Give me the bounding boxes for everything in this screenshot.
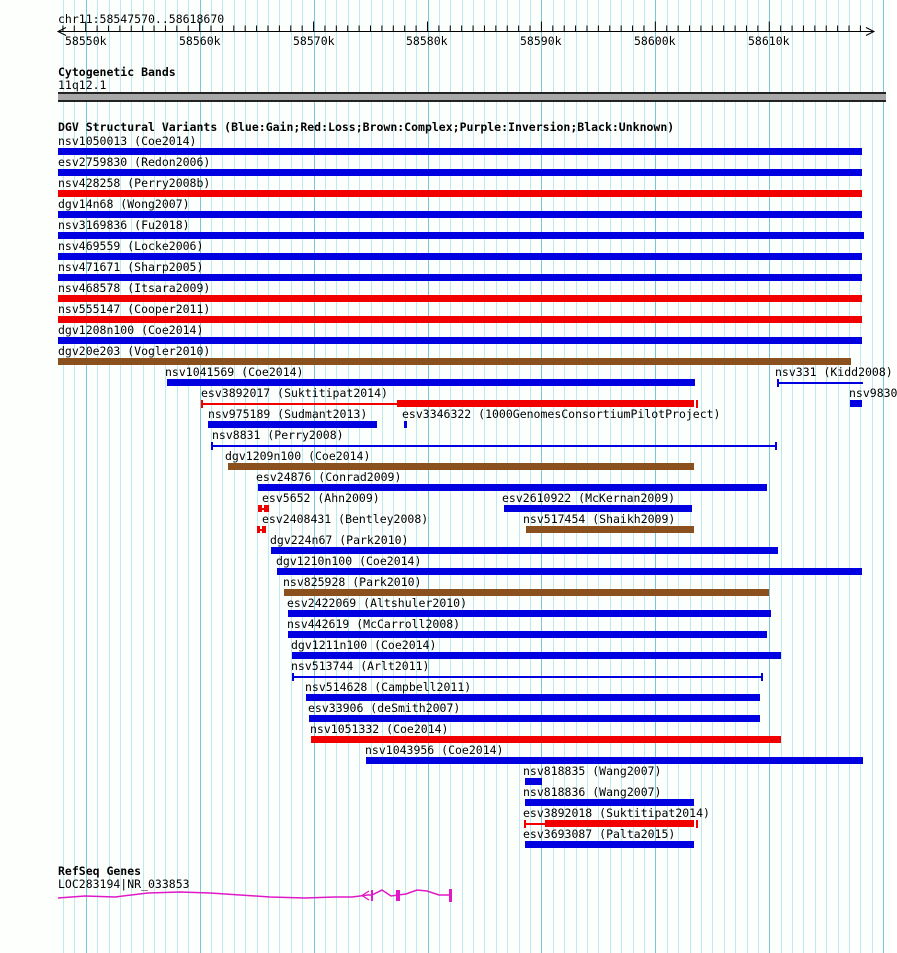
variant-end-bracket xyxy=(777,379,779,387)
gridline-minor xyxy=(405,0,406,953)
variant-label[interactable]: nsv8831 (Perry2008) xyxy=(212,428,344,442)
gridline-major xyxy=(883,0,884,953)
variant-bar[interactable] xyxy=(258,484,767,491)
variant-label[interactable]: nsv331 (Kidd2008) xyxy=(775,365,893,379)
variant-bar[interactable] xyxy=(58,169,862,176)
gridline-minor xyxy=(792,0,793,953)
gridline-minor xyxy=(872,0,873,953)
variant-bar[interactable] xyxy=(545,820,694,827)
gridline-minor xyxy=(712,0,713,953)
variant-bar[interactable] xyxy=(306,694,760,701)
variant-bar[interactable] xyxy=(525,778,542,785)
variant-label[interactable]: esv3892017 (Suktitipat2014) xyxy=(201,386,388,400)
variant-bar[interactable] xyxy=(504,505,692,512)
variant-bar[interactable] xyxy=(58,295,862,302)
variant-label[interactable]: nsv1050013 (Coe2014) xyxy=(58,134,197,148)
variant-label[interactable]: dgv1209n100 (Coe2014) xyxy=(225,449,371,463)
variant-end-bracket xyxy=(201,400,203,408)
refseq-gene-label: LOC283194|NR_033853 xyxy=(58,877,190,891)
gridline-minor xyxy=(826,0,827,953)
variant-bar[interactable] xyxy=(58,337,862,344)
variant-bar[interactable] xyxy=(271,547,778,554)
variant-bar[interactable] xyxy=(58,253,862,260)
variant-bar[interactable] xyxy=(228,463,694,470)
ruler-tick-label: 58600k xyxy=(634,34,676,48)
variant-label[interactable]: dgv14n68 (Wong2007) xyxy=(58,197,190,211)
variant-label[interactable]: dgv1210n100 (Coe2014) xyxy=(276,554,422,568)
variant-bar[interactable] xyxy=(288,610,771,617)
variant-bar[interactable] xyxy=(277,568,862,575)
gridline-minor xyxy=(211,0,212,953)
variant-bar[interactable] xyxy=(525,841,694,848)
variant-label[interactable]: esv3892018 (Suktitipat2014) xyxy=(523,806,710,820)
gridline-minor xyxy=(234,0,235,953)
variant-bar[interactable] xyxy=(404,421,407,428)
gridline-minor xyxy=(849,0,850,953)
variant-bar[interactable] xyxy=(288,631,767,638)
variant-bar[interactable] xyxy=(526,526,694,533)
variant-label[interactable]: nsv975189 (Sudmant2013) xyxy=(208,407,368,421)
variant-label[interactable]: esv3346322 (1000GenomesConsortiumPilotProject) xyxy=(402,407,721,421)
gridline-minor xyxy=(781,0,782,953)
variant-bar[interactable] xyxy=(525,799,694,806)
variant-label[interactable]: nsv555147 (Cooper2011) xyxy=(58,302,211,316)
variant-bar[interactable] xyxy=(211,445,777,447)
variant-bar[interactable] xyxy=(292,676,763,678)
gridline-major xyxy=(769,0,770,953)
variant-label[interactable]: dgv1208n100 (Coe2014) xyxy=(58,323,204,337)
variant-label[interactable]: nsv471671 (Sharp2005) xyxy=(58,260,204,274)
gridline-minor xyxy=(519,0,520,953)
variant-label[interactable]: esv2610922 (McKernan2009) xyxy=(502,491,676,505)
variant-label[interactable]: dgv20e203 (Vogler2010) xyxy=(58,344,211,358)
variant-label[interactable]: nsv818836 (Wang2007) xyxy=(523,785,662,799)
variant-label[interactable]: nsv1043956 (Coe2014) xyxy=(365,743,504,757)
variant-end-bracket xyxy=(696,820,698,828)
variant-label[interactable]: nsv514628 (Campbell2011) xyxy=(305,680,472,694)
variant-end-bracket xyxy=(761,673,763,681)
gridline-minor xyxy=(439,0,440,953)
region-label: chr11:58547570..58618670 xyxy=(58,12,225,26)
gridline-minor xyxy=(222,0,223,953)
variant-bar[interactable] xyxy=(309,715,760,722)
gridline-minor xyxy=(815,0,816,953)
variant-bar[interactable] xyxy=(257,529,266,531)
variant-label[interactable]: esv2422069 (Altshuler2010) xyxy=(287,596,468,610)
variant-bar[interactable] xyxy=(58,190,862,197)
variant-bar[interactable] xyxy=(208,421,377,428)
variant-label[interactable]: esv2759830 (Redon2006) xyxy=(58,155,211,169)
ruler-tick-label: 58590k xyxy=(520,34,562,48)
gridline-major xyxy=(200,0,201,953)
variant-bar[interactable] xyxy=(525,823,545,825)
variant-bar[interactable] xyxy=(58,316,862,323)
cytoband-title: Cytogenetic Bands xyxy=(58,65,176,79)
variant-label[interactable]: nsv3169836 (Fu2018) xyxy=(58,218,190,232)
variant-label[interactable]: nsv818835 (Wang2007) xyxy=(523,764,662,778)
variant-label[interactable]: esv33906 (deSmith2007) xyxy=(308,701,461,715)
variant-label[interactable]: nsv442619 (McCarroll2008) xyxy=(287,617,461,631)
variant-label[interactable]: esv2408431 (Bentley2008) xyxy=(262,512,429,526)
gridline-minor xyxy=(735,0,736,953)
gridline-minor xyxy=(724,0,725,953)
variant-bar[interactable] xyxy=(292,652,781,659)
variant-label[interactable]: nsv428258 (Perry2008b) xyxy=(58,176,211,190)
variant-bar[interactable] xyxy=(201,403,397,405)
variant-label[interactable]: nsv1051332 (Coe2014) xyxy=(310,722,449,736)
cytoband-label: 11q12.1 xyxy=(58,78,107,92)
gene-exon xyxy=(396,890,400,901)
variant-label[interactable]: dgv1211n100 (Coe2014) xyxy=(291,638,437,652)
variant-end-bracket xyxy=(292,673,294,681)
variant-label[interactable]: nsv469559 (Locke2006) xyxy=(58,239,204,253)
gridline-major xyxy=(428,0,429,953)
gridline-minor xyxy=(450,0,451,953)
variant-bar[interactable] xyxy=(777,382,863,384)
variant-bar[interactable] xyxy=(311,736,781,743)
gridline-minor xyxy=(484,0,485,953)
gridline-minor xyxy=(473,0,474,953)
variant-bar[interactable] xyxy=(258,508,269,510)
gridline-minor xyxy=(507,0,508,953)
ruler-tick-label: 58610k xyxy=(748,34,790,48)
ruler-tick-label: 58580k xyxy=(406,34,448,48)
cytoband-bar[interactable] xyxy=(58,92,886,102)
gridline-minor xyxy=(860,0,861,953)
gridline-minor xyxy=(838,0,839,953)
variant-bar[interactable] xyxy=(850,400,862,407)
variant-end-bracket xyxy=(775,442,777,450)
gridline-minor xyxy=(758,0,759,953)
ruler-tick-label: 58570k xyxy=(293,34,335,48)
variant-label[interactable]: nsv517454 (Shaikh2009) xyxy=(523,512,676,526)
variant-label[interactable]: esv3693087 (Palta2015) xyxy=(523,827,676,841)
variant-bar[interactable] xyxy=(58,211,862,218)
gridline-minor xyxy=(245,0,246,953)
variant-bar[interactable] xyxy=(58,358,851,365)
refseq-title: RefSeq Genes xyxy=(58,864,142,878)
variant-bar[interactable] xyxy=(58,148,862,155)
gridline-minor xyxy=(747,0,748,953)
variant-label[interactable]: nsv513744 (Arlt2011) xyxy=(291,659,430,673)
ruler-tick-label: 58550k xyxy=(65,34,107,48)
gridline-minor xyxy=(496,0,497,953)
variant-bar[interactable] xyxy=(58,274,862,281)
variant-label[interactable]: nsv825928 (Park2010) xyxy=(283,575,422,589)
variant-label[interactable]: nsv468578 (Itsara2009) xyxy=(58,281,211,295)
gridline-minor xyxy=(416,0,417,953)
variant-label[interactable]: esv5652 (Ahn2009) xyxy=(262,491,380,505)
variant-bar[interactable] xyxy=(284,589,769,596)
gridline-minor xyxy=(462,0,463,953)
dgv-track-title: DGV Structural Variants (Blue:Gain;Red:Loss;Brown:Complex;Purple:Inversion;Black:Unknown) xyxy=(58,120,675,134)
variant-label[interactable]: dgv224n67 (Park2010) xyxy=(270,533,409,547)
variant-bar[interactable] xyxy=(58,232,864,239)
variant-label[interactable]: nsv9830 xyxy=(849,386,897,400)
ruler-tick-label: 58560k xyxy=(179,34,221,48)
variant-bar[interactable] xyxy=(167,379,695,386)
variant-bar[interactable] xyxy=(397,400,694,407)
variant-label[interactable]: esv24876 (Conrad2009) xyxy=(256,470,402,484)
gridline-minor xyxy=(803,0,804,953)
variant-end-bracket xyxy=(211,442,213,450)
variant-label[interactable]: nsv1041569 (Coe2014) xyxy=(165,365,304,379)
variant-bar[interactable] xyxy=(366,757,863,764)
